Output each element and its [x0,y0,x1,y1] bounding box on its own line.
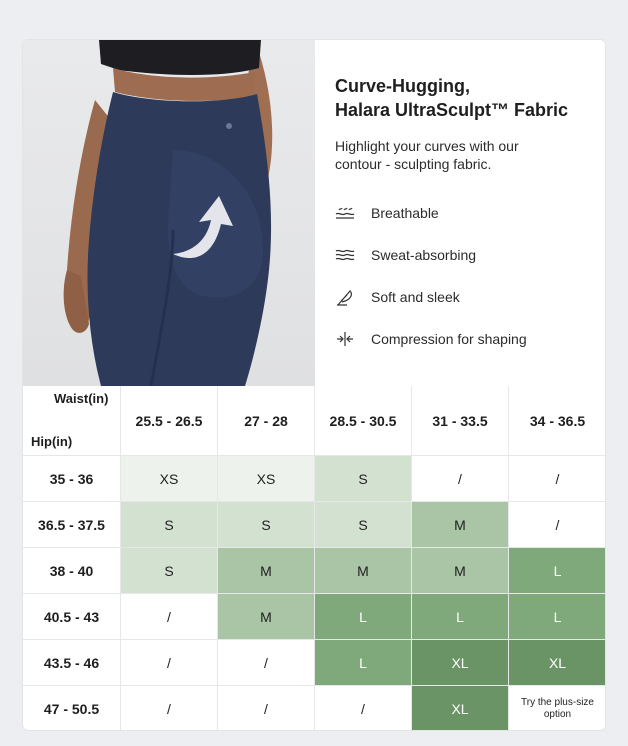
feature-sweat-absorbing [333,244,476,266]
size-cell: / [509,456,606,502]
size-cell: XS [218,456,315,502]
hip-range-label: 38 - 40 [23,548,121,594]
compression-icon [333,330,357,348]
size-cell: M [412,502,509,548]
feature-compression [333,328,527,350]
size-cell: / [412,456,509,502]
feature-label: Soft and sleek [371,289,460,305]
hip-range-label: 43.5 - 46 [23,640,121,686]
size-cell: M [218,594,315,640]
size-cell: S [315,456,412,502]
breathable-icon [333,204,357,222]
product-title [335,74,597,122]
hip-range-label: 35 - 36 [23,456,121,502]
size-cell: M [218,548,315,594]
waist-range-header: 31 - 33.5 [412,386,509,456]
hip-range-label: 36.5 - 37.5 [23,502,121,548]
size-cell: / [509,502,606,548]
product-description [335,137,585,173]
sweat-absorbing-icon [333,246,357,264]
size-cell: XL [509,640,606,686]
size-cell: S [315,502,412,548]
description-line-1: Highlight your curves with our [335,138,519,154]
size-cell: L [509,548,606,594]
size-cell: / [121,594,218,640]
size-cell: L [412,594,509,640]
size-cell: / [218,686,315,731]
feature-breathable [333,202,439,224]
size-cell: XS [121,456,218,502]
leggings-model-illustration [23,40,315,386]
size-cell: S [121,548,218,594]
size-cell: M [412,548,509,594]
waist-range-header: 27 - 28 [218,386,315,456]
feature-label: Sweat-absorbing [371,247,477,263]
size-cell: / [121,640,218,686]
size-cell: Try the plus-size option [509,686,606,731]
hip-range-label: 40.5 - 43 [23,594,121,640]
size-cell: L [509,594,606,640]
product-info-panel [315,40,606,386]
description-line-2: contour - sculpting fabric. [335,156,492,172]
product-photo [23,40,315,386]
title-line-1: Curve-Hugging, [335,76,470,96]
title-line-2: Halara UltraSculpt™ Fabric [335,100,569,120]
size-cell: XL [412,640,509,686]
table-corner-header [23,386,121,456]
size-cell: / [121,686,218,731]
hip-axis-label: Hip(in) [31,434,73,449]
size-cell: S [218,502,315,548]
size-cell: L [315,640,412,686]
size-guide-card [22,39,606,731]
hip-range-label: 47 - 50.5 [23,686,121,731]
size-cell: / [315,686,412,731]
waist-range-header: 34 - 36.5 [509,386,606,456]
waist-range-header: 25.5 - 26.5 [121,386,218,456]
product-feature-section [23,40,606,386]
waist-range-header: 28.5 - 30.5 [315,386,412,456]
size-cell: / [218,640,315,686]
feather-icon [333,288,357,306]
waist-axis-label: Waist(in) [54,391,109,406]
size-chart-table [23,386,606,731]
feature-label: Compression for shaping [371,331,527,347]
feature-soft-sleek [333,286,460,308]
size-cell: L [315,594,412,640]
size-cell: S [121,502,218,548]
size-cell: M [315,548,412,594]
size-cell: XL [412,686,509,731]
feature-label: Breathable [371,205,439,221]
